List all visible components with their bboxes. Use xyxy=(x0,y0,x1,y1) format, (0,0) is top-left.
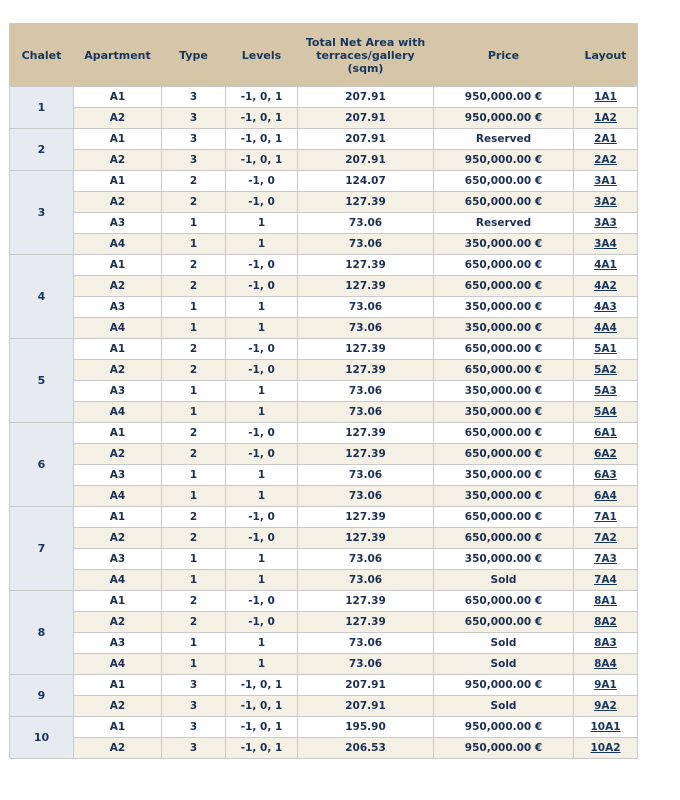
column-header-price: Price xyxy=(434,24,574,87)
price-cell: 650,000.00 € xyxy=(434,507,574,528)
layout-link[interactable]: 6A3 xyxy=(594,469,617,481)
layout-cell xyxy=(574,108,638,129)
price-cell: 650,000.00 € xyxy=(434,339,574,360)
layout-link[interactable]: 7A4 xyxy=(594,574,617,586)
price-cell: 350,000.00 € xyxy=(434,549,574,570)
price-cell: Sold xyxy=(434,696,574,717)
levels-cell: 1 xyxy=(226,234,298,255)
layout-cell xyxy=(574,381,638,402)
layout-cell xyxy=(574,528,638,549)
apartment-price-list xyxy=(9,23,637,759)
column-header-levels: Levels xyxy=(226,24,298,87)
apartment-cell: A2 xyxy=(74,108,162,129)
apartment-cell: A1 xyxy=(74,591,162,612)
net-area-cell: 207.91 xyxy=(298,87,434,108)
price-cell: 350,000.00 € xyxy=(434,318,574,339)
table-row xyxy=(10,297,638,318)
apartment-cell: A1 xyxy=(74,171,162,192)
price-cell: 950,000.00 € xyxy=(434,675,574,696)
layout-cell xyxy=(574,171,638,192)
levels-cell: -1, 0 xyxy=(226,255,298,276)
levels-cell: 1 xyxy=(226,402,298,423)
levels-cell: -1, 0 xyxy=(226,444,298,465)
layout-link[interactable]: 3A3 xyxy=(594,217,617,229)
type-cell: 1 xyxy=(162,549,226,570)
price-cell: 650,000.00 € xyxy=(434,423,574,444)
layout-link[interactable]: 10A2 xyxy=(590,742,621,754)
table-row xyxy=(10,675,638,696)
apartment-cell: A3 xyxy=(74,549,162,570)
price-cell: 950,000.00 € xyxy=(434,150,574,171)
levels-cell: -1, 0 xyxy=(226,192,298,213)
type-cell: 1 xyxy=(162,486,226,507)
net-area-cell: 73.06 xyxy=(298,234,434,255)
levels-cell: 1 xyxy=(226,654,298,675)
levels-cell: -1, 0 xyxy=(226,360,298,381)
layout-cell xyxy=(574,276,638,297)
apartment-cell: A3 xyxy=(74,465,162,486)
net-area-cell: 207.91 xyxy=(298,675,434,696)
type-cell: 2 xyxy=(162,171,226,192)
layout-cell xyxy=(574,654,638,675)
chalet-cell: 3 xyxy=(10,171,74,255)
chalet-cell: 7 xyxy=(10,507,74,591)
layout-cell xyxy=(574,738,638,759)
apartment-cell: A2 xyxy=(74,612,162,633)
table-header-row xyxy=(10,24,638,87)
table-row xyxy=(10,339,638,360)
layout-cell xyxy=(574,633,638,654)
layout-link[interactable]: 8A2 xyxy=(594,616,617,628)
layout-link[interactable]: 4A4 xyxy=(594,322,617,334)
net-area-cell: 127.39 xyxy=(298,591,434,612)
net-area-cell: 127.39 xyxy=(298,507,434,528)
layout-cell xyxy=(574,150,638,171)
layout-link[interactable]: 6A4 xyxy=(594,490,617,502)
levels-cell: -1, 0 xyxy=(226,507,298,528)
apartment-cell: A3 xyxy=(74,297,162,318)
price-cell: Sold xyxy=(434,570,574,591)
layout-cell xyxy=(574,465,638,486)
layout-link[interactable]: 5A1 xyxy=(594,343,617,355)
table-row xyxy=(10,255,638,276)
price-cell: 350,000.00 € xyxy=(434,234,574,255)
apartment-cell: A4 xyxy=(74,654,162,675)
type-cell: 2 xyxy=(162,276,226,297)
apartment-cell: A2 xyxy=(74,360,162,381)
apartment-cell: A4 xyxy=(74,486,162,507)
layout-cell xyxy=(574,612,638,633)
apartment-cell: A1 xyxy=(74,423,162,444)
table-row xyxy=(10,570,638,591)
price-cell: 650,000.00 € xyxy=(434,171,574,192)
table-row xyxy=(10,171,638,192)
apartment-cell: A1 xyxy=(74,87,162,108)
net-area-cell: 127.39 xyxy=(298,339,434,360)
type-cell: 3 xyxy=(162,717,226,738)
layout-cell xyxy=(574,717,638,738)
table-row xyxy=(10,402,638,423)
price-cell: 350,000.00 € xyxy=(434,465,574,486)
layout-link[interactable]: 7A1 xyxy=(594,511,617,523)
type-cell: 2 xyxy=(162,255,226,276)
type-cell: 1 xyxy=(162,213,226,234)
net-area-cell: 127.39 xyxy=(298,423,434,444)
type-cell: 1 xyxy=(162,297,226,318)
table-row xyxy=(10,150,638,171)
price-cell: 950,000.00 € xyxy=(434,108,574,129)
type-cell: 3 xyxy=(162,87,226,108)
levels-cell: -1, 0, 1 xyxy=(226,87,298,108)
net-area-cell: 73.06 xyxy=(298,402,434,423)
levels-cell: 1 xyxy=(226,297,298,318)
table-row xyxy=(10,87,638,108)
layout-link[interactable]: 6A2 xyxy=(594,448,617,460)
layout-cell xyxy=(574,402,638,423)
apartment-cell: A2 xyxy=(74,150,162,171)
apartments-table xyxy=(9,23,638,759)
layout-cell xyxy=(574,570,638,591)
table-row xyxy=(10,423,638,444)
layout-link[interactable]: 2A2 xyxy=(594,154,617,166)
type-cell: 2 xyxy=(162,360,226,381)
layout-cell xyxy=(574,507,638,528)
table-row xyxy=(10,654,638,675)
layout-cell xyxy=(574,675,638,696)
layout-cell xyxy=(574,297,638,318)
layout-cell xyxy=(574,213,638,234)
apartment-cell: A4 xyxy=(74,570,162,591)
apartment-cell: A4 xyxy=(74,234,162,255)
levels-cell: 1 xyxy=(226,465,298,486)
levels-cell: 1 xyxy=(226,633,298,654)
table-row xyxy=(10,612,638,633)
apartment-cell: A4 xyxy=(74,318,162,339)
table-row xyxy=(10,465,638,486)
table-row xyxy=(10,591,638,612)
net-area-cell: 207.91 xyxy=(298,129,434,150)
layout-cell xyxy=(574,591,638,612)
levels-cell: 1 xyxy=(226,549,298,570)
net-area-cell: 127.39 xyxy=(298,528,434,549)
column-header-apartment: Apartment xyxy=(74,24,162,87)
apartment-cell: A2 xyxy=(74,276,162,297)
layout-link[interactable]: 9A1 xyxy=(594,679,617,691)
chalet-cell: 5 xyxy=(10,339,74,423)
layout-cell xyxy=(574,549,638,570)
price-cell: Sold xyxy=(434,633,574,654)
column-header-net-area: Total Net Area with terraces/gallery (sqm) xyxy=(298,24,434,87)
layout-link[interactable]: 1A2 xyxy=(594,112,617,124)
table-row xyxy=(10,507,638,528)
net-area-cell: 207.91 xyxy=(298,150,434,171)
table-row xyxy=(10,717,638,738)
chalet-cell: 1 xyxy=(10,87,74,129)
layout-cell xyxy=(574,339,638,360)
layout-cell xyxy=(574,423,638,444)
table-row xyxy=(10,381,638,402)
apartment-cell: A2 xyxy=(74,192,162,213)
apartment-cell: A3 xyxy=(74,633,162,654)
apartment-cell: A1 xyxy=(74,507,162,528)
levels-cell: -1, 0 xyxy=(226,591,298,612)
price-cell: Sold xyxy=(434,654,574,675)
apartment-cell: A1 xyxy=(74,717,162,738)
chalet-cell: 4 xyxy=(10,255,74,339)
net-area-cell: 73.06 xyxy=(298,381,434,402)
price-cell: 650,000.00 € xyxy=(434,528,574,549)
net-area-cell: 127.39 xyxy=(298,255,434,276)
net-area-cell: 127.39 xyxy=(298,360,434,381)
type-cell: 1 xyxy=(162,318,226,339)
type-cell: 3 xyxy=(162,108,226,129)
layout-cell xyxy=(574,360,638,381)
layout-link[interactable]: 1A1 xyxy=(594,91,617,103)
levels-cell: -1, 0 xyxy=(226,276,298,297)
type-cell: 2 xyxy=(162,528,226,549)
table-row xyxy=(10,276,638,297)
price-cell: 350,000.00 € xyxy=(434,402,574,423)
apartment-cell: A1 xyxy=(74,675,162,696)
layout-cell xyxy=(574,87,638,108)
net-area-cell: 73.06 xyxy=(298,570,434,591)
layout-cell xyxy=(574,255,638,276)
levels-cell: 1 xyxy=(226,570,298,591)
type-cell: 1 xyxy=(162,381,226,402)
price-cell: 650,000.00 € xyxy=(434,255,574,276)
type-cell: 3 xyxy=(162,738,226,759)
table-row xyxy=(10,549,638,570)
levels-cell: -1, 0, 1 xyxy=(226,717,298,738)
layout-cell xyxy=(574,318,638,339)
table-row xyxy=(10,486,638,507)
price-cell: 650,000.00 € xyxy=(434,444,574,465)
type-cell: 2 xyxy=(162,444,226,465)
price-cell: 650,000.00 € xyxy=(434,360,574,381)
levels-cell: 1 xyxy=(226,381,298,402)
net-area-cell: 73.06 xyxy=(298,297,434,318)
type-cell: 1 xyxy=(162,570,226,591)
levels-cell: -1, 0, 1 xyxy=(226,738,298,759)
layout-link[interactable]: 2A1 xyxy=(594,133,617,145)
layout-cell xyxy=(574,192,638,213)
price-cell: 950,000.00 € xyxy=(434,738,574,759)
levels-cell: -1, 0, 1 xyxy=(226,696,298,717)
net-area-cell: 206.53 xyxy=(298,738,434,759)
price-cell: 350,000.00 € xyxy=(434,381,574,402)
price-cell: 350,000.00 € xyxy=(434,297,574,318)
chalet-cell: 9 xyxy=(10,675,74,717)
price-cell: 650,000.00 € xyxy=(434,591,574,612)
apartment-cell: A2 xyxy=(74,528,162,549)
layout-cell xyxy=(574,486,638,507)
levels-cell: 1 xyxy=(226,486,298,507)
layout-link[interactable]: 5A3 xyxy=(594,385,617,397)
levels-cell: -1, 0 xyxy=(226,171,298,192)
layout-link[interactable]: 4A3 xyxy=(594,301,617,313)
net-area-cell: 127.39 xyxy=(298,444,434,465)
layout-link[interactable]: 3A2 xyxy=(594,196,617,208)
layout-link[interactable]: 8A4 xyxy=(594,658,617,670)
layout-link[interactable]: 8A3 xyxy=(594,637,617,649)
table-row xyxy=(10,738,638,759)
table-row xyxy=(10,528,638,549)
layout-link[interactable]: 4A1 xyxy=(594,259,617,271)
net-area-cell: 195.90 xyxy=(298,717,434,738)
column-header-chalet: Chalet xyxy=(10,24,74,87)
levels-cell: -1, 0, 1 xyxy=(226,129,298,150)
type-cell: 3 xyxy=(162,150,226,171)
type-cell: 1 xyxy=(162,465,226,486)
net-area-cell: 127.39 xyxy=(298,192,434,213)
table-row xyxy=(10,108,638,129)
type-cell: 2 xyxy=(162,423,226,444)
net-area-cell: 127.39 xyxy=(298,612,434,633)
levels-cell: -1, 0 xyxy=(226,528,298,549)
levels-cell: -1, 0 xyxy=(226,339,298,360)
type-cell: 3 xyxy=(162,129,226,150)
table-row xyxy=(10,360,638,381)
net-area-cell: 73.06 xyxy=(298,213,434,234)
net-area-cell: 73.06 xyxy=(298,318,434,339)
layout-link[interactable]: 6A1 xyxy=(594,427,617,439)
price-cell: 650,000.00 € xyxy=(434,612,574,633)
layout-link[interactable]: 9A2 xyxy=(594,700,617,712)
type-cell: 2 xyxy=(162,339,226,360)
column-header-layout: Layout xyxy=(574,24,638,87)
net-area-cell: 73.06 xyxy=(298,465,434,486)
apartment-cell: A2 xyxy=(74,738,162,759)
chalet-cell: 2 xyxy=(10,129,74,171)
apartment-cell: A3 xyxy=(74,381,162,402)
net-area-cell: 73.06 xyxy=(298,654,434,675)
levels-cell: -1, 0 xyxy=(226,612,298,633)
price-cell: 650,000.00 € xyxy=(434,276,574,297)
apartment-cell: A1 xyxy=(74,129,162,150)
price-cell: 950,000.00 € xyxy=(434,87,574,108)
net-area-cell: 127.39 xyxy=(298,276,434,297)
net-area-cell: 207.91 xyxy=(298,696,434,717)
levels-cell: 1 xyxy=(226,318,298,339)
levels-cell: -1, 0, 1 xyxy=(226,675,298,696)
table-row xyxy=(10,234,638,255)
net-area-cell: 207.91 xyxy=(298,108,434,129)
apartment-cell: A4 xyxy=(74,402,162,423)
type-cell: 1 xyxy=(162,402,226,423)
levels-cell: -1, 0 xyxy=(226,423,298,444)
net-area-cell: 73.06 xyxy=(298,486,434,507)
column-header-type: Type xyxy=(162,24,226,87)
layout-cell xyxy=(574,129,638,150)
layout-link[interactable]: 3A4 xyxy=(594,238,617,250)
layout-cell xyxy=(574,234,638,255)
apartment-cell: A2 xyxy=(74,444,162,465)
table-row xyxy=(10,444,638,465)
price-cell: Reserved xyxy=(434,129,574,150)
net-area-cell: 73.06 xyxy=(298,633,434,654)
type-cell: 2 xyxy=(162,591,226,612)
type-cell: 1 xyxy=(162,633,226,654)
table-row xyxy=(10,318,638,339)
levels-cell: -1, 0, 1 xyxy=(226,150,298,171)
layout-link[interactable]: 3A1 xyxy=(594,175,617,187)
chalet-cell: 8 xyxy=(10,591,74,675)
layout-link[interactable]: 7A3 xyxy=(594,553,617,565)
layout-link[interactable]: 5A4 xyxy=(594,406,617,418)
layout-link[interactable]: 4A2 xyxy=(594,280,617,292)
apartment-cell: A2 xyxy=(74,696,162,717)
layout-cell xyxy=(574,444,638,465)
layout-link[interactable]: 5A2 xyxy=(594,364,617,376)
layout-link[interactable]: 8A1 xyxy=(594,595,617,607)
chalet-cell: 10 xyxy=(10,717,74,759)
type-cell: 2 xyxy=(162,192,226,213)
type-cell: 3 xyxy=(162,696,226,717)
apartment-cell: A1 xyxy=(74,339,162,360)
net-area-cell: 124.07 xyxy=(298,171,434,192)
table-row xyxy=(10,129,638,150)
chalet-cell: 6 xyxy=(10,423,74,507)
price-cell: 950,000.00 € xyxy=(434,717,574,738)
table-row xyxy=(10,192,638,213)
type-cell: 1 xyxy=(162,234,226,255)
table-body xyxy=(10,87,638,759)
levels-cell: 1 xyxy=(226,213,298,234)
levels-cell: -1, 0, 1 xyxy=(226,108,298,129)
net-area-cell: 73.06 xyxy=(298,549,434,570)
type-cell: 1 xyxy=(162,654,226,675)
apartment-cell: A3 xyxy=(74,213,162,234)
type-cell: 3 xyxy=(162,675,226,696)
layout-link[interactable]: 7A2 xyxy=(594,532,617,544)
type-cell: 2 xyxy=(162,507,226,528)
price-cell: 350,000.00 € xyxy=(434,486,574,507)
table-row xyxy=(10,213,638,234)
table-row xyxy=(10,696,638,717)
layout-link[interactable]: 10A1 xyxy=(590,721,621,733)
price-cell: 650,000.00 € xyxy=(434,192,574,213)
apartment-cell: A1 xyxy=(74,255,162,276)
price-cell: Reserved xyxy=(434,213,574,234)
type-cell: 2 xyxy=(162,612,226,633)
table-row xyxy=(10,633,638,654)
layout-cell xyxy=(574,696,638,717)
